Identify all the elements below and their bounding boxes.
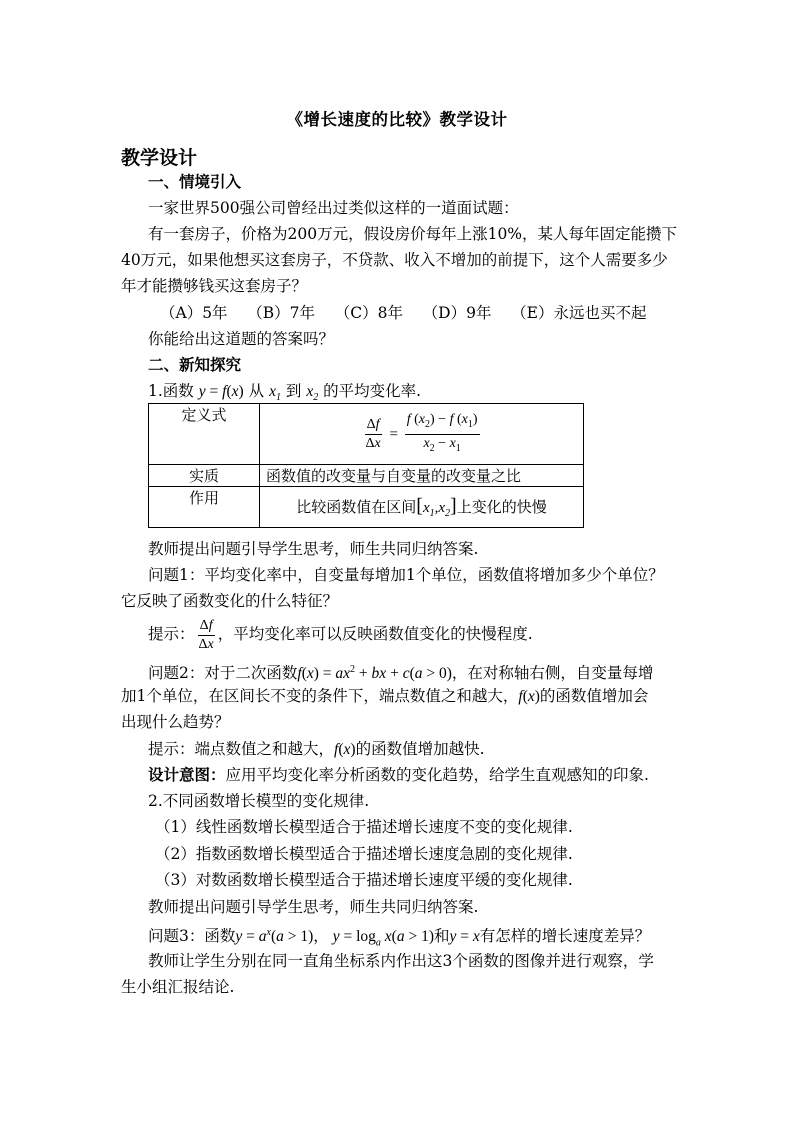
table-value-essence: 函数值的改变量与自变量的改变量之比 xyxy=(260,465,584,487)
table-key-essence: 实质 xyxy=(149,465,260,487)
list-item-3: （3）对数函数增长模型适合于描述增长速度平缓的变化规律. xyxy=(155,871,573,889)
question-1b: 它反映了函数变化的什么特征？ xyxy=(121,592,339,610)
table-row xyxy=(149,465,584,487)
question-3: 问题3：函数$y = a^x(a > 1)$， $y = \log_a x(a > 1)$和y = x有怎样的增长速度差异？ xyxy=(148,927,651,949)
sec2-title: 二、新知探究 xyxy=(148,355,242,374)
definition-formula: $\frac{\Delta f}{\Delta x}$ = $\frac{f (x_2) - f (x_1)}{x_2 - x_1}$ xyxy=(260,404,584,465)
teacher-note-1: 教师提出问题引导学生思考，师生共同归纳答案. xyxy=(148,540,479,558)
definition-table xyxy=(148,403,584,528)
hint-2: 提示：端点数值之和越大，f(x)的函数值增加越快. xyxy=(148,740,485,758)
sec1-paragraph-2b: 40万元，如果他想买这套房子，不贷款、收入不增加的前提下，这个人需要多少 xyxy=(121,251,668,269)
table-row xyxy=(149,404,584,465)
sec1-question: 你能给出这道题的答案吗？ xyxy=(148,330,335,348)
formula-delta-ratio: $\frac{\Delta f}{\Delta x}$ xyxy=(198,617,214,652)
closing-paragraph-b: 生小组汇报结论. xyxy=(121,978,235,996)
design-intent: 设计意图：应用平均变化率分析函数的变化趋势，给学生直观感知的印象. xyxy=(148,765,649,784)
item-1: 1.函数 y = f(x) 从 $x_1$ 到 $x_2$ 的平均变化率. xyxy=(148,382,422,404)
document-title: 《增长速度的比较》教学设计 xyxy=(286,110,508,129)
list-item-1: （1）线性函数增长模型适合于描述增长速度不变的变化规律. xyxy=(155,818,573,836)
design-intent-label: 设计意图： xyxy=(148,765,226,784)
table-key-purpose: 作用 xyxy=(149,487,260,528)
teacher-note-2: 教师提出问题引导学生思考，师生共同归纳答案. xyxy=(148,898,479,916)
question-2c: 出现什么趋势？ xyxy=(121,713,230,731)
question-2a: 问题2：对于二次函数$f(x) = ax^2$ + bx + c(a > 0)，在对称轴右侧，自变量每增 xyxy=(148,664,654,683)
formula-x2: $x_2$ xyxy=(306,383,319,404)
sec1-paragraph-1: 一家世界500强公司曾经出过类似这样的一道面试题： xyxy=(148,199,519,217)
formula-y-fx: y xyxy=(198,383,206,400)
item-2: 2.不同函数增长模型的变化规律. xyxy=(148,792,370,810)
table-key-definition: 定义式 xyxy=(149,404,260,465)
section-heading: 教学设计 xyxy=(121,147,198,169)
question-2b: 加1个单位，在区间长不变的条件下，端点数值之和越大，f(x)的函数值增加会 xyxy=(121,687,649,705)
question-1a: 问题1：平均变化率中，自变量每增加1个单位，函数值将增加多少个单位？ xyxy=(148,566,664,584)
formula-x1: $x_1$ xyxy=(269,383,281,404)
hint-1: 提示： $\frac{\Delta f}{\Delta x}$ ，平均变化率可以反映函数值变化的快慢程度. xyxy=(148,617,533,652)
answer-options: （A）5年 （B）7年 （C）8年 （D）9年 （E）永远也买不起 xyxy=(160,304,647,322)
closing-paragraph-a: 教师让学生分别在同一直角坐标系内作出这3个函数的图像并进行观察，学 xyxy=(148,952,654,970)
list-item-2: （2）指数函数增长模型适合于描述增长速度急剧的变化规律. xyxy=(155,845,573,863)
sec1-paragraph-2c: 年才能攒够钱买这套房子？ xyxy=(121,277,308,295)
sec1-title: 一、情境引入 xyxy=(148,172,242,191)
table-row xyxy=(149,487,584,528)
table-value-purpose: 比较函数值在区间$[x_1,x_2]$上变化的快慢 xyxy=(260,487,584,528)
sec1-paragraph-2a: 有一套房子，价格为200万元，假设房价每年上涨10%，某人每年固定能攒下 xyxy=(148,225,678,243)
